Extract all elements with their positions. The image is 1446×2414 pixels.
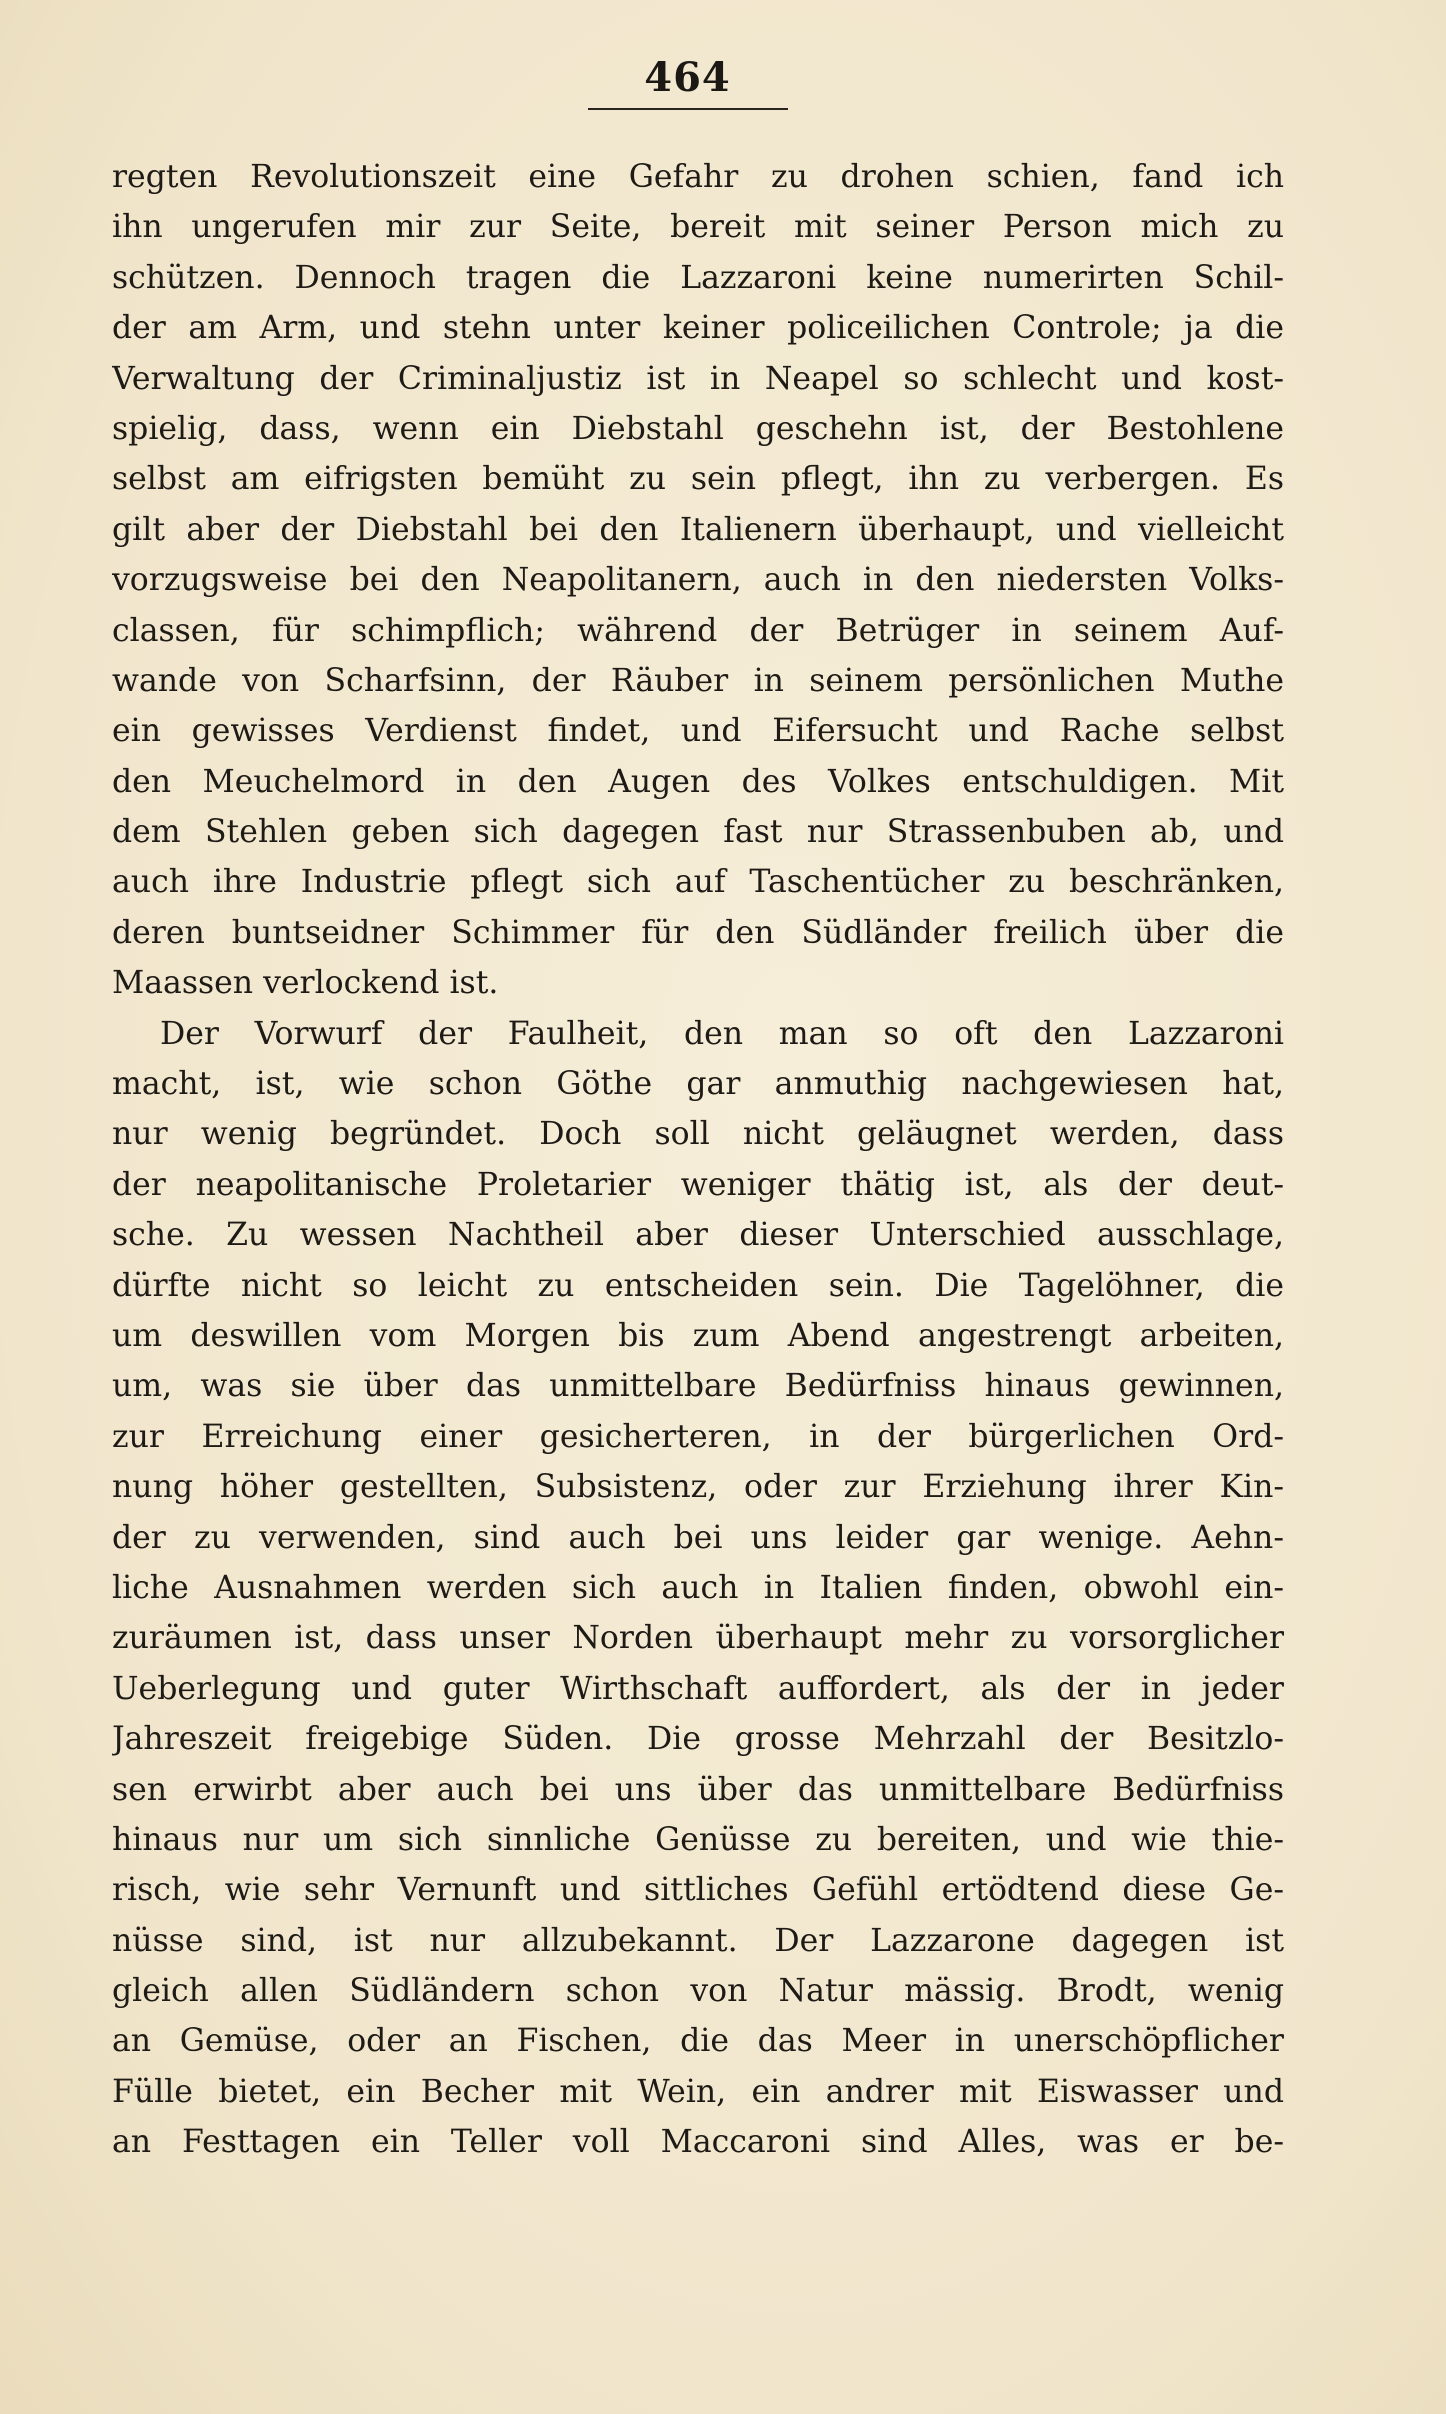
text-line: gilt aber der Diebstahl bei den Italienern überhaupt, und vielleicht — [112, 511, 1284, 548]
text-line: hinaus nur um sich sinnliche Genüsse zu bereiten, und wie thie- — [112, 1821, 1284, 1858]
text-line: nur wenig begründet. Doch soll nicht geläugnet werden, dass — [112, 1116, 1284, 1153]
text-line: der zu verwenden, sind auch bei uns leider gar wenige. Aehn- — [112, 1519, 1284, 1556]
text-line: an Gemüse, oder an Fischen, die das Meer in unerschöpflicher — [112, 2023, 1284, 2060]
text-line: an Festtagen ein Teller voll Maccaroni sind Alles, was er be- — [112, 2124, 1284, 2161]
text-line: der neapolitanische Proletarier weniger thätig ist, als der deut- — [112, 1166, 1284, 1203]
page-number: 464 — [644, 54, 731, 101]
text-line: zuräumen ist, dass unser Norden überhaupt mehr zu vorsorglicher — [112, 1620, 1284, 1657]
text-line: classen, für schimpflich; während der Betrüger in seinem Auf- — [112, 612, 1284, 649]
page-header — [585, 52, 790, 110]
text-line: vorzugsweise bei den Neapolitanern, auch in den niedersten Volks- — [112, 562, 1284, 599]
text-line: gleich allen Südländern schon von Natur mässig. Brodt, wenig — [112, 1973, 1284, 2010]
body-text — [112, 152, 1284, 2168]
text-line: der am Arm, und stehn unter keiner policeilichen Controle; ja die — [112, 310, 1284, 347]
text-line: selbst am eifrigsten bemüht zu sein pflegt, ihn zu verbergen. Es — [112, 461, 1284, 498]
text-line: ein gewisses Verdienst findet, und Eifersucht und Rache selbst — [112, 713, 1284, 750]
text-line: nüsse sind, ist nur allzubekannt. Der Lazzarone dagegen ist — [112, 1922, 1284, 1959]
text-line: auch ihre Industrie pflegt sich auf Taschentücher zu beschränken, — [112, 864, 1284, 901]
text-line: den Meuchelmord in den Augen des Volkes entschuldigen. Mit — [112, 763, 1284, 800]
text-line: risch, wie sehr Vernunft und sittliches Gefühl ertödtend diese Ge- — [112, 1872, 1284, 1909]
text-line: ihn ungerufen mir zur Seite, bereit mit seiner Person mich zu — [112, 209, 1284, 246]
paragraph-end-line: Maassen verlockend ist. — [112, 965, 499, 1002]
text-line: nung höher gestellten, Subsistenz, oder zur Erziehung ihrer Kin- — [112, 1469, 1284, 1506]
text-line: deren buntseidner Schimmer für den Südländer freilich über die — [112, 914, 1284, 951]
header-rule — [588, 108, 788, 110]
text-line: um, was sie über das unmittelbare Bedürfniss hinaus gewinnen, — [112, 1368, 1284, 1405]
text-line: Verwaltung der Criminaljustiz ist in Neapel so schlecht und kost- — [112, 360, 1284, 397]
text-line: sen erwirbt aber auch bei uns über das unmittelbare Bedürfniss — [112, 1771, 1284, 1808]
text-line: macht, ist, wie schon Göthe gar anmuthig nachgewiesen hat, — [112, 1066, 1284, 1103]
text-line: sche. Zu wessen Nachtheil aber dieser Unterschied ausschlage, — [112, 1217, 1284, 1254]
text-line: liche Ausnahmen werden sich auch in Italien finden, obwohl ein- — [112, 1569, 1284, 1606]
text-line: Jahreszeit freigebige Süden. Die grosse Mehrzahl der Besitzlo- — [112, 1721, 1284, 1758]
text-line: zur Erreichung einer gesicherteren, in der bürgerlichen Ord- — [112, 1418, 1284, 1455]
text-line: Ueberlegung und guter Wirthschaft auffordert, als der in jeder — [112, 1670, 1284, 1707]
text-line: regten Revolutionszeit eine Gefahr zu drohen schien, fand ich — [112, 159, 1284, 195]
text-line: dem Stehlen geben sich dagegen fast nur Strassenbuben ab, und — [112, 814, 1284, 851]
text-line: spielig, dass, wenn ein Diebstahl geschehn ist, der Bestohlene — [112, 410, 1284, 447]
text-line: wande von Scharfsinn, der Räuber in seinem persönlichen Muthe — [112, 662, 1284, 699]
paragraph-start-line: Der Vorwurf der Faulheit, den man so oft den Lazzaroni — [160, 1015, 1284, 1052]
text-line: Fülle bietet, ein Becher mit Wein, ein andrer mit Eiswasser und — [112, 2073, 1284, 2110]
text-line: dürfte nicht so leicht zu entscheiden sein. Die Tagelöhner, die — [112, 1267, 1284, 1304]
text-line: schützen. Dennoch tragen die Lazzaroni keine numerirten Schil- — [112, 259, 1284, 296]
text-line: um deswillen vom Morgen bis zum Abend angestrengt arbeiten, — [112, 1317, 1284, 1354]
